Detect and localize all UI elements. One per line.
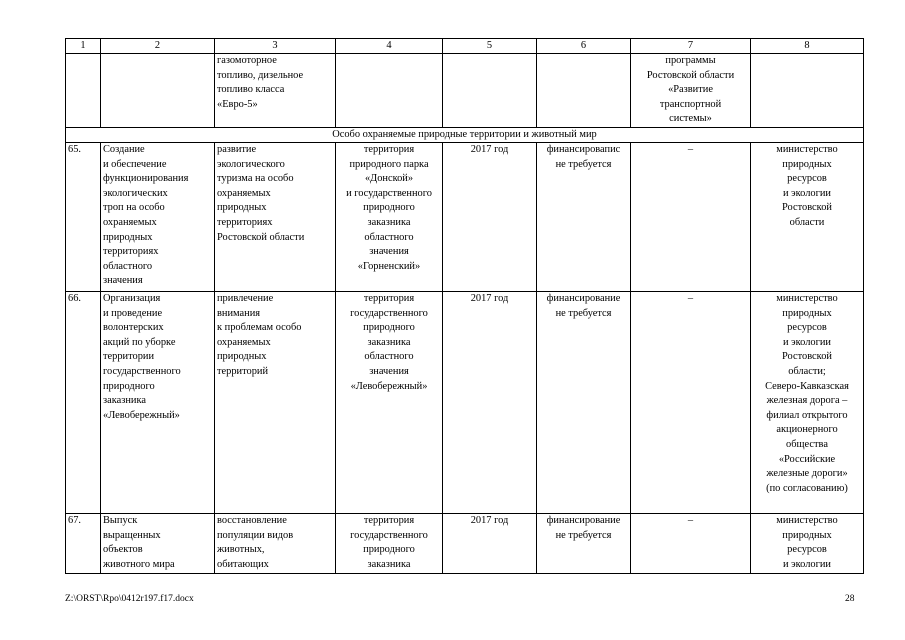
section-title: Особо охраняемые природные территории и животный мир <box>66 128 864 143</box>
column-number-row <box>66 39 864 54</box>
table-cell: Создание и обеспечение функционирования экологических троп на особо охраняемых природных территориях областного значения <box>101 143 215 292</box>
table-cell: развитие экологического туризма на особо охраняемых природных территориях Ростовской области <box>215 143 336 292</box>
table-cell: 2017 год <box>443 292 537 514</box>
table-cell <box>751 54 864 128</box>
table-cell: финансирование не требуется <box>537 292 631 514</box>
column-header: 3 <box>215 39 336 54</box>
footer-file-path: Z:\ORST\Rpo\0412r197.f17.docx <box>65 594 194 604</box>
table-row <box>66 514 864 574</box>
table-cell: восстановление популяции видов животных, обитающих <box>215 514 336 574</box>
table-row <box>66 143 864 292</box>
table-cell: финансирование не требуется <box>537 514 631 574</box>
row-number: 66. <box>66 292 101 514</box>
table-cell: территория природного парка «Донской» и государственного природного заказника областного значения «Горненский» <box>336 143 443 292</box>
table-cell: программы Ростовской области «Развитие транспортной системы» <box>631 54 751 128</box>
column-header: 6 <box>537 39 631 54</box>
table-row <box>66 292 864 514</box>
column-header: 8 <box>751 39 864 54</box>
table-cell: территория государственного природного заказника <box>336 514 443 574</box>
table-cell: газомоторное топливо, дизельное топливо класса «Евро-5» <box>215 54 336 128</box>
table-cell <box>101 54 215 128</box>
plan-table <box>65 38 864 574</box>
table-cell <box>336 54 443 128</box>
table-cell: министерство природных ресурсов и экологии Ростовской области <box>751 143 864 292</box>
table-cell: – <box>631 514 751 574</box>
column-header: 7 <box>631 39 751 54</box>
column-header: 5 <box>443 39 537 54</box>
table-cell: – <box>631 143 751 292</box>
page-number: 28 <box>845 594 855 604</box>
table-cell: Выпуск выращенных объектов животного мира <box>101 514 215 574</box>
table-cell <box>443 54 537 128</box>
table-cell: привлечение внимания к проблемам особо охраняемых природных территорий <box>215 292 336 514</box>
column-header: 2 <box>101 39 215 54</box>
continuation-row <box>66 54 864 128</box>
table-cell <box>66 54 101 128</box>
table-cell: финансировапис не требуется <box>537 143 631 292</box>
column-header: 4 <box>336 39 443 54</box>
row-number: 65. <box>66 143 101 292</box>
column-header: 1 <box>66 39 101 54</box>
table-cell: министерство природных ресурсов и экологии Ростовской области; Северо-Кавказская железная дорога – филиал открытого акционерного общества «Российские железные дороги» (по согласованию) <box>751 292 864 514</box>
table-cell: 2017 год <box>443 514 537 574</box>
table-cell: территория государственного природного заказника областного значения «Левобережный» <box>336 292 443 514</box>
table-cell: министерство природных ресурсов и экологии <box>751 514 864 574</box>
table-cell: – <box>631 292 751 514</box>
row-number: 67. <box>66 514 101 574</box>
table-cell: Организация и проведение волонтерских акций по уборке территории государственного природного заказника «Левобережный» <box>101 292 215 514</box>
section-row <box>66 128 864 143</box>
table-cell: 2017 год <box>443 143 537 292</box>
table-cell <box>537 54 631 128</box>
